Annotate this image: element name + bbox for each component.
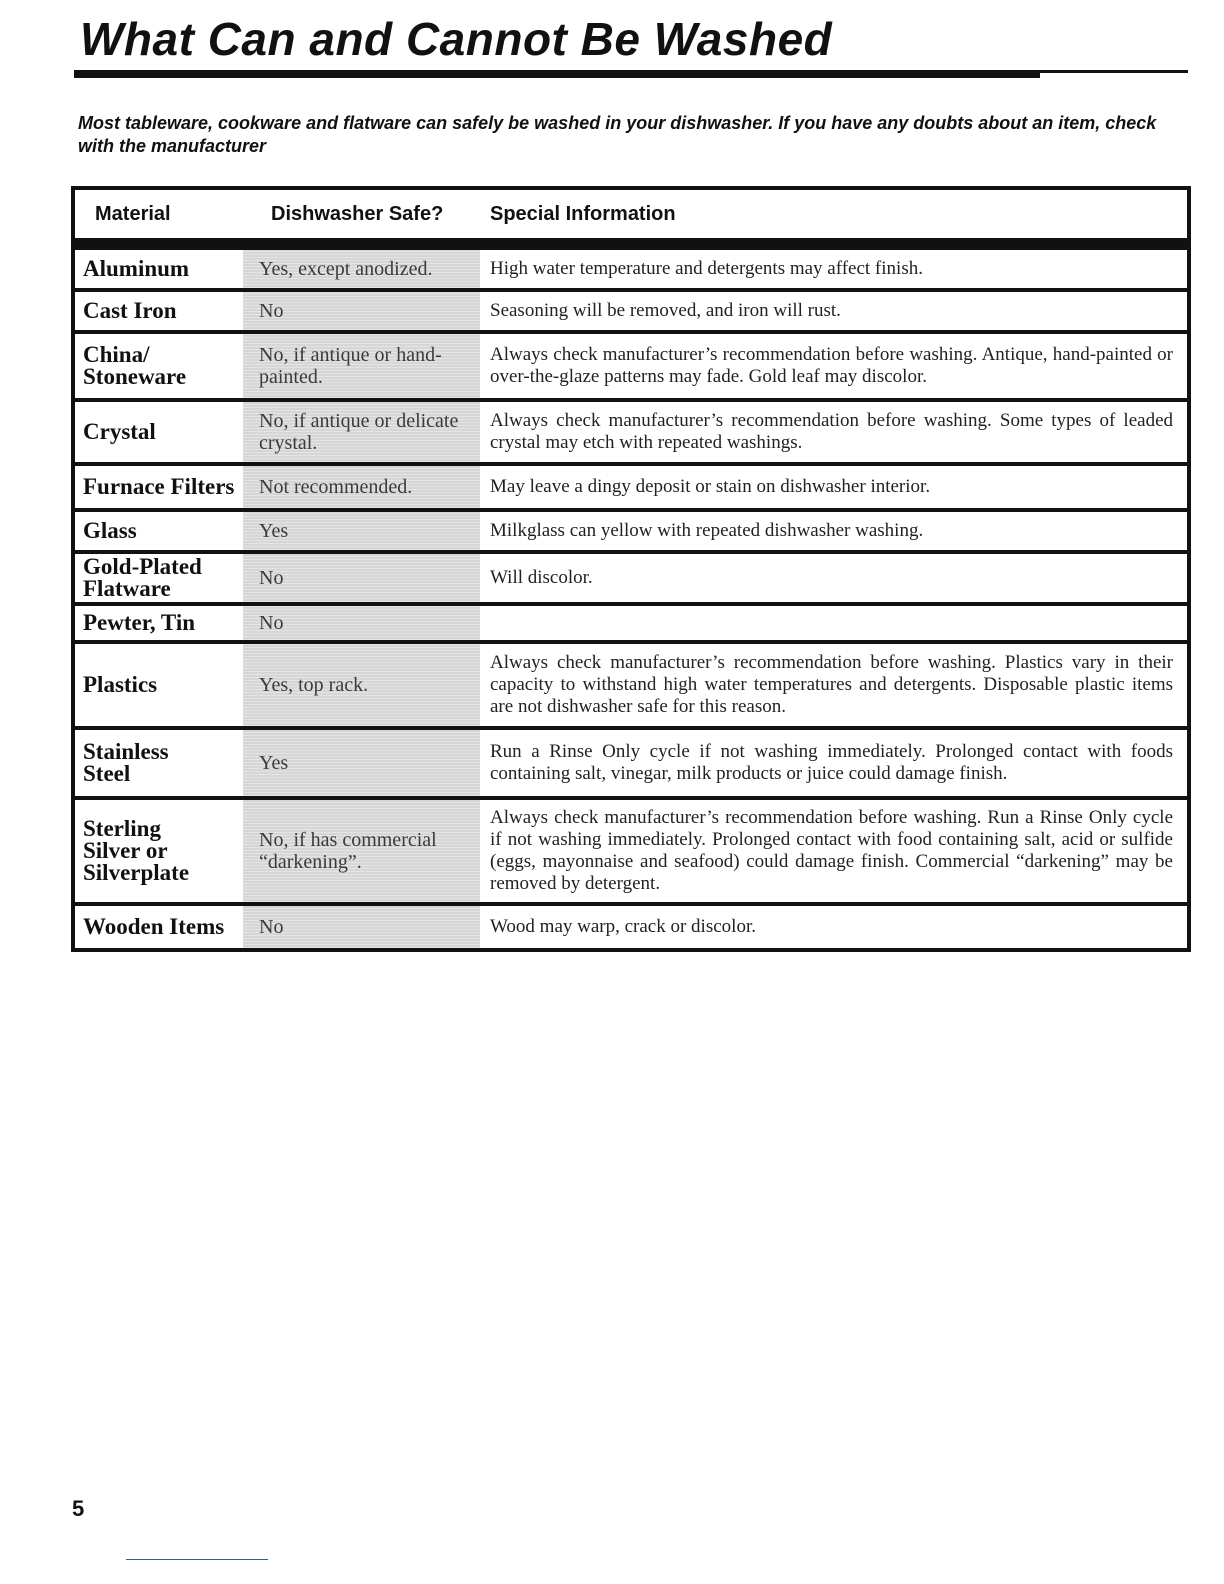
special-info-cell: Always check manufacturer’s recommendation before washing. Some types of leaded crystal may etch with repeated washings. (480, 400, 1189, 464)
dishwasher-safe-cell: No, if antique or hand-painted. (243, 332, 480, 400)
special-info-cell: Wood may warp, crack or discolor. (490, 916, 756, 937)
dishwasher-safe-cell: No, if has commercial “darkening”. (243, 798, 480, 904)
material-cell: Cast Iron (73, 290, 243, 332)
material-cell: Crystal (73, 400, 243, 464)
intro-paragraph: Most tableware, cookware and flatware can safely be washed in your dishwasher. If you have any doubts about an item, check with the manufacturer (78, 113, 1157, 156)
special-info-cell: Run a Rinse Only cycle if not washing immediately. Prolonged contact with foods containing salt, vinegar, milk products or juice could damage finish. (480, 728, 1189, 798)
table-row (73, 642, 1189, 728)
page-number: 5 (72, 1496, 85, 1521)
table-row (73, 904, 1189, 950)
title-rule (74, 70, 1040, 78)
dishwasher-safe-cell: No (243, 290, 480, 332)
material-cell: Glass (73, 510, 243, 552)
header-material: Material (73, 188, 243, 244)
dishwasher-safe-cell: No (243, 904, 480, 950)
material-cell: Wooden Items (83, 914, 225, 939)
dishwasher-safe-cell: No, if antique or delicate crystal. (243, 400, 480, 464)
table-row (73, 604, 1189, 642)
material-cell: Pewter, Tin (73, 604, 243, 642)
dishwasher-safe-cell: Yes, except anodized. (243, 244, 480, 290)
special-info-cell: May leave a dingy deposit or stain on dishwasher interior. (480, 464, 1189, 510)
special-info-cell: Always check manufacturer’s recommendation before washing. Plastics vary in their capacity to withstand high water temperatures and detergents. Disposable plastic items are not dishwasher safe for this reason. (480, 642, 1189, 728)
dishwasher-safe-cell: No (243, 604, 480, 642)
special-info-cell: Always check manufacturer’s recommendation before washing. Antique, hand-painted or over-the-glaze patterns may fade. Gold leaf may discolor. (480, 332, 1189, 400)
special-info-cell: Always check manufacturer’s recommendation before washing. Run a Rinse Only cycle if not washing immediately. Prolonged contact with food containing salt, acid or sulfide (eggs, mayonnaise and seafood) could damage finish. Commercial “darkening” may be removed by detergent. (480, 798, 1189, 904)
material-cell: Gold-Plated Flatware (73, 552, 243, 604)
special-info-cell (480, 604, 1189, 642)
table-row (73, 464, 1189, 510)
table-row (73, 798, 1189, 904)
special-info-cell: Milkglass can yellow with repeated dishwasher washing. (480, 510, 1189, 552)
table-row (73, 552, 1189, 604)
dishwasher-safe-cell: Yes, top rack. (243, 642, 480, 728)
material-cell: Sterling Silver or Silverplate (73, 798, 243, 904)
table-row (73, 290, 1189, 332)
material-cell: Aluminum (73, 244, 243, 290)
dishwasher-safe-cell: Not recommended. (243, 464, 480, 510)
special-info-cell: High water temperature and detergents may affect finish. (480, 244, 1189, 290)
dishwasher-safe-cell: Yes (243, 728, 480, 798)
page-title: What Can and Cannot Be Washed (80, 13, 833, 65)
header-special-information: Special Information (480, 188, 1189, 244)
special-info-cell: Seasoning will be removed, and iron will rust. (480, 290, 1189, 332)
table-row (73, 400, 1189, 464)
washability-table (71, 186, 1191, 952)
special-info-cell: Will discolor. (480, 552, 1189, 604)
material-cell: Plastics (73, 642, 243, 728)
table-row (73, 244, 1189, 290)
table-row (73, 728, 1189, 798)
dishwasher-safe-cell: No (243, 552, 480, 604)
header-dishwasher-safe: Dishwasher Safe? (243, 188, 480, 244)
table-row (73, 510, 1189, 552)
material-cell: Stainless Steel (73, 728, 243, 798)
dishwasher-safe-cell: Yes (243, 510, 480, 552)
material-cell: Furnace Filters (73, 464, 243, 510)
table-header-row (73, 188, 1189, 244)
table-row (73, 332, 1189, 400)
title-rule-extension (1040, 70, 1188, 73)
material-cell: China/ Stoneware (73, 332, 243, 400)
footer-rule (126, 1559, 268, 1560)
